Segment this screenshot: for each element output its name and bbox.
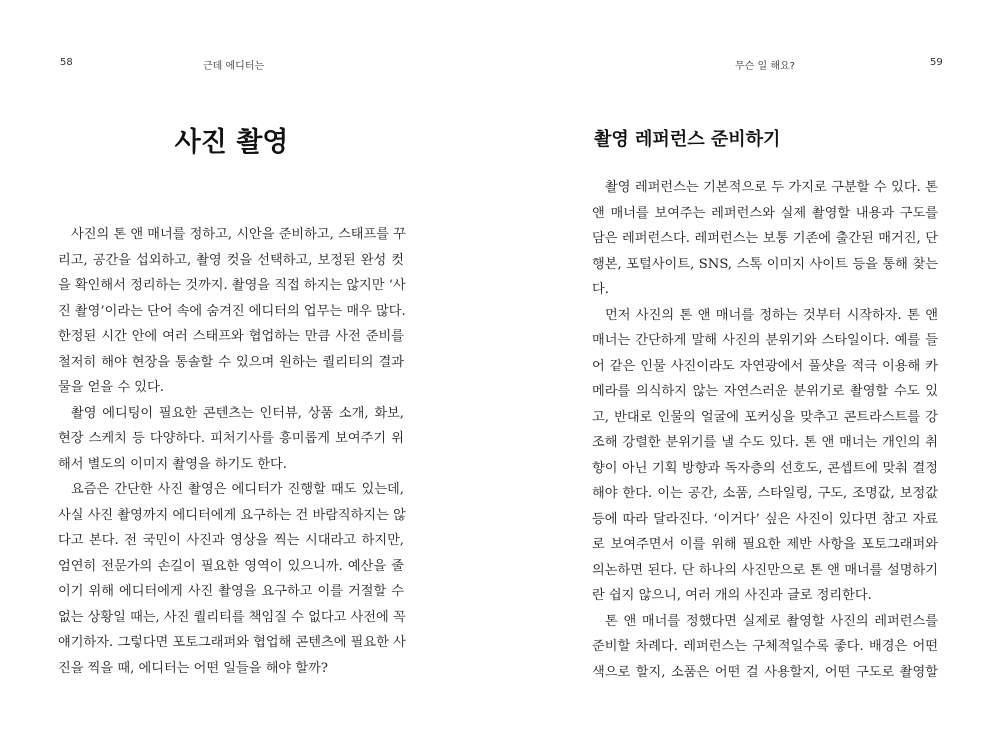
text-line: 등에 따라 달라진다. ‘이거다’ 싶은 사진이 있다면 참고 자료	[592, 511, 938, 527]
text-line: 다고 본다. 전 국민이 사진과 영상을 찍는 시대라고 하지만,	[58, 533, 404, 548]
text-line: 촬영 레퍼런스는 기본적으로 두 가지로 구분할 수 있다. 톤	[605, 180, 938, 195]
text-line: 촬영 에디팅이 필요한 콘텐츠는 인터뷰, 상품 소개, 화보,	[71, 405, 404, 421]
text-line: 의논하면 된다. 단 하나의 사진만으로 톤 앤 매너를 설명하기	[592, 562, 938, 578]
text-line: 색으로 할지, 소품은 어떤 걸 사용할지, 어떤 구도로 촬영할	[592, 664, 938, 680]
text-line: 로 보여주면서 이를 위해 필요한 제반 사항을 포토그래퍼와	[592, 537, 938, 552]
section-title: 촬영 레퍼런스 준비하기	[594, 129, 781, 150]
text-line: 한정된 시간 안에 여러 스태프와 협업하는 만큼 사전 준비를	[58, 329, 404, 344]
text-line: 메라를 의식하지 않는 자연스러운 분위기로 촬영할 수도 있	[592, 384, 938, 399]
text-line: 행본, 포털사이트, SNS, 스톡 이미지 사이트 등을 통해 찾는	[592, 256, 938, 272]
chapter-title: 사진 촬영	[174, 127, 289, 158]
text-line: 얘기하자. 그렇다면 포토그래퍼와 협업해 콘텐츠에 필요한 사	[58, 635, 406, 650]
text-line: 사진의 톤 앤 매너를 정하고, 시안을 준비하고, 스태프를 꾸	[71, 227, 406, 242]
text-line: 앤 매너를 보여주는 레퍼런스와 실제 촬영할 내용과 구도를	[592, 205, 938, 221]
page-number: 59	[930, 57, 943, 68]
text-line: 고, 반대로 인물의 얼굴에 포커싱을 맞추고 콘트라스트를 강	[592, 409, 938, 425]
text-line: 요즘은 간단한 사진 촬영은 에디터가 진행할 때도 있는데,	[71, 482, 404, 497]
text-line: 어 같은 인물 사진이라도 자연광에서 풀샷을 적극 이용해 카	[592, 358, 938, 374]
text-line: 조해 강렬한 분위기를 낼 수도 있다. 톤 앤 매너는 개인의 취	[592, 435, 938, 450]
text-line: 진을 찍을 때, 에디터는 어떤 일들을 해야 할까?	[58, 660, 328, 676]
text-line: 이기 위해 에디터에게 사진 촬영을 요구하고 이를 거절할 수	[58, 584, 404, 599]
page-number: 58	[60, 57, 73, 68]
text-line: 먼저 사진의 톤 앤 매너를 정하는 것부터 시작하자. 톤 앤	[605, 307, 938, 323]
text-line: 물을 얻을 수 있다.	[58, 380, 164, 395]
text-line: 다.	[592, 282, 609, 297]
text-line: 현장 스케치 등 다양하다. 피처기사를 흥미롭게 보여주기 위	[58, 431, 404, 446]
text-line: 사실 사진 촬영까지 에디터에게 요구하는 건 바람직하지는 않	[58, 507, 406, 523]
running-head: 무슨 일 해요?	[735, 61, 795, 72]
text-line: 톤 앤 매너를 정했다면 실제로 촬영할 사진의 레퍼런스를	[605, 613, 938, 629]
text-line: 없는 상황일 때는, 사진 퀄리티를 책임질 수 없다고 사전에 꼭	[58, 609, 406, 625]
body-text	[592, 175, 938, 685]
text-line: 진 촬영’이라는 단어 속에 숨겨진 에디터의 업무는 매우 많다.	[58, 303, 406, 319]
right-page	[500, 0, 1000, 734]
text-line: 을 확인해서 정리하는 것까지. 촬영을 직접 하지는 않지만 ‘사	[58, 278, 406, 293]
text-line: 해서 별도의 이미지 촬영을 하기도 한다.	[58, 456, 287, 472]
text-line: 해야 한다. 이는 공간, 소품, 스타일링, 구도, 조명값, 보정값	[592, 486, 938, 501]
text-line: 담은 레퍼런스다. 레퍼런스는 보통 기존에 출간된 매거진, 단	[592, 231, 938, 246]
text-line: 리고, 공간을 섭외하고, 촬영 컷을 선택하고, 보정된 완성 컷	[58, 252, 404, 268]
text-line: 엄연히 전문가의 손길이 필요한 영역이 있으니까. 예산을 줄	[58, 558, 404, 574]
body-text	[58, 222, 404, 681]
text-line: 준비할 차례다. 레퍼런스는 구체적일수록 좋다. 배경은 어떤	[592, 639, 938, 654]
text-line: 철저히 해야 현장을 통솔할 수 있으며 원하는 퀄리티의 결과	[58, 354, 404, 370]
text-line: 향이 아닌 기획 방향과 독자층의 선호도, 콘셉트에 맞춰 결정	[592, 460, 938, 476]
text-line: 매너는 간단하게 말해 사진의 분위기와 스타일이다. 예를 들	[592, 333, 938, 348]
running-head: 근데 에디터는	[203, 61, 265, 72]
text-line: 란 쉽지 않으니, 여러 개의 사진과 글로 정리한다.	[592, 588, 872, 603]
